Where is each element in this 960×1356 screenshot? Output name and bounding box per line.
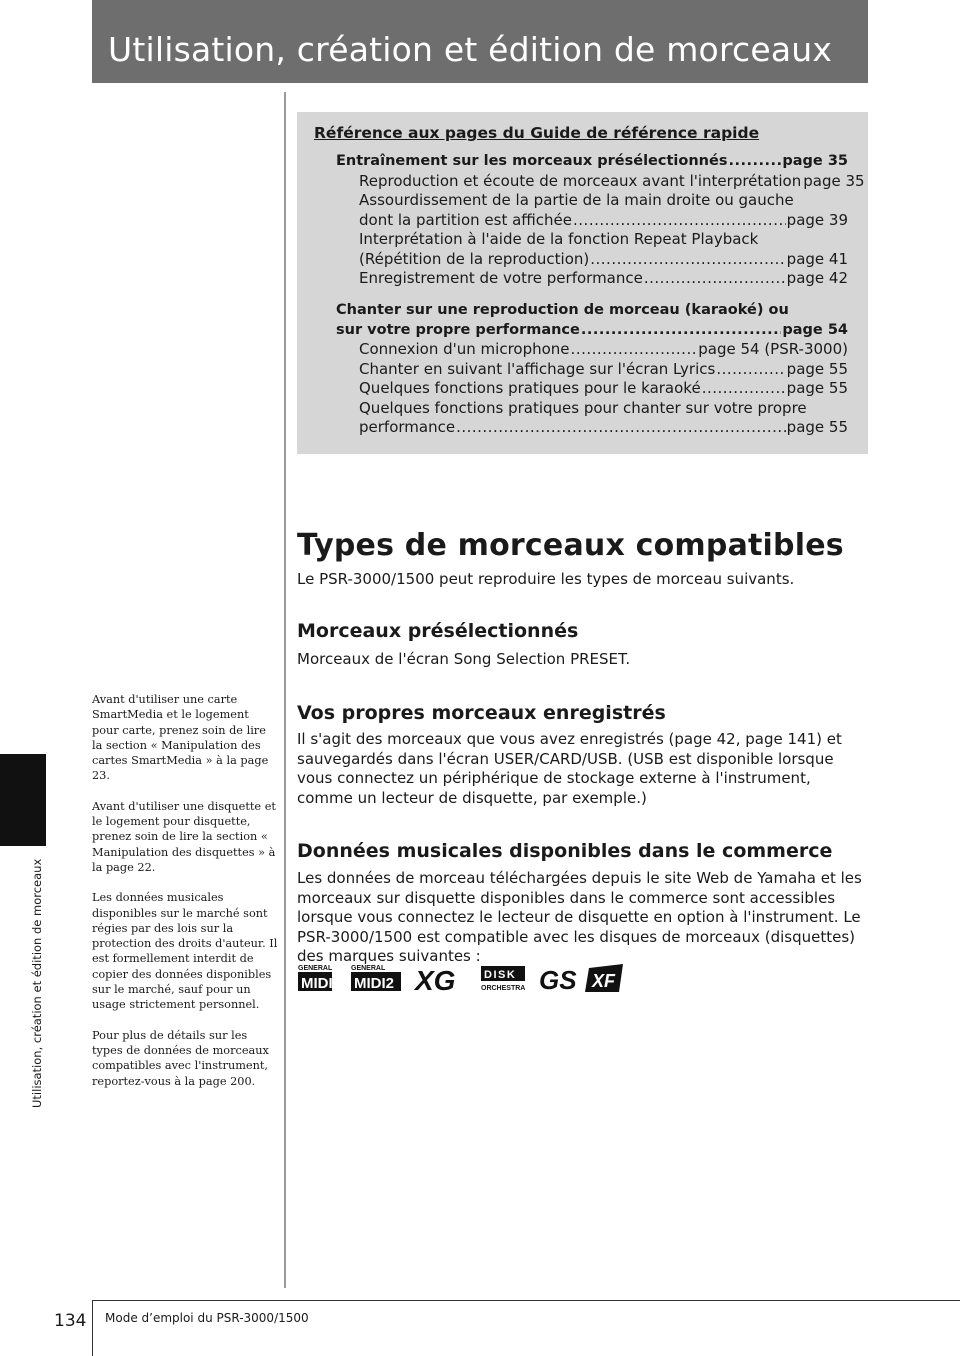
reference-item: Quelques fonctions pratiques pour le karaoké ..... page 55 — [336, 379, 848, 399]
gm-logo-bottom: MIDI — [301, 975, 333, 992]
reference-item: dont la partition est affichée ..... page 39 — [336, 211, 848, 231]
margin-note: Avant d'utiliser une disquette et le logement pour disquette, prenez soin de lire la section « Manipulation des disquettes » à la page 22. — [92, 799, 276, 874]
reference-item: (Répétition de la reproduction) ..... page 41 — [336, 250, 848, 270]
xg-logo — [413, 965, 455, 994]
section-intro: Le PSR-3000/1500 peut reproduire les types de morceau suivants. — [297, 570, 795, 588]
reference-item: performance ..... page 55 — [336, 418, 848, 438]
margin-note: Les données musicales disponibles sur le marché sont régies par des lois sur la protection des droits d'auteur. Il est formellement interdit de copier des données disponibles sur le marché, sauf pour un usage strictement personnel. — [92, 891, 278, 1012]
margin-notes — [92, 692, 278, 1104]
subsection-title-commercial: Données musicales disponibles dans le commerce — [297, 840, 833, 862]
section-title: Types de morceaux compatibles — [297, 528, 844, 563]
header-bar — [92, 0, 868, 83]
gm-logo-top: GENERAL — [298, 965, 333, 972]
subsection-text-user: Il s'agit des morceaux que vous avez enregistrés (page 42, page 141) et sauvegardés dans l'écran USER/CARD/USB. (USB est disponible lorsque vous connectez un périphérique de stockage externe à l'instrument, comme un lecteur de disquette, par exemple.) — [297, 730, 842, 807]
footer-divider — [92, 1300, 93, 1356]
reference-item: Enregistrement de votre performance ..... page 42 — [336, 269, 848, 289]
margin-note: Pour plus de détails sur les types de données de morceaux compatibles avec l'instrument, reportez-vous à la page 200. — [92, 1028, 269, 1088]
chapter-tab-label-wrap — [30, 848, 46, 1108]
reference-heading-label: Entraînement sur les morceaux présélectionnés — [336, 153, 728, 169]
reference-item-line: Assourdissement de la partie de la main droite ou gauche — [359, 191, 794, 209]
disk-logo-top: DISK — [484, 969, 517, 981]
reference-title: Référence aux pages du Guide de référence rapide — [314, 124, 760, 142]
xg-logo-text: XG — [415, 965, 456, 994]
subsection-text-preset: Morceaux de l'écran Song Selection PRESET. — [297, 650, 631, 668]
format-logos-svg — [297, 962, 627, 994]
footer-manual-title: Mode d’emploi du PSR-3000/1500 — [105, 1311, 309, 1325]
column-divider — [284, 92, 286, 1288]
subsection-title-user: Vos propres morceaux enregistrés — [297, 702, 666, 724]
gs-logo-text: GS — [539, 965, 577, 994]
chapter-tab-label: Utilisation, création et édition de morceaux — [30, 858, 44, 1108]
reference-box — [297, 112, 868, 454]
xf-logo — [585, 964, 623, 992]
disk-orchestra-logo — [481, 966, 525, 992]
reference-group-karaoke — [336, 301, 848, 438]
margin-note: Avant d'utiliser une carte SmartMedia et le logement pour carte, prenez soin de lire la section « Manipulation des cartes SmartMedia » à la page 23. — [92, 693, 269, 783]
reference-item: Chanter en suivant l'affichage sur l'écran Lyrics ..... page 55 — [336, 360, 848, 380]
gm2-logo-top: GENERAL — [351, 965, 386, 972]
reference-item: Connexion d'un microphone ..... page 54 (PSR-3000) — [336, 340, 848, 360]
reference-heading: sur votre propre performance ..... page 54 — [336, 321, 848, 341]
disk-logo-bottom: ORCHESTRA — [481, 985, 526, 992]
reference-heading — [336, 152, 848, 172]
gm2-logo-bottom: MIDI2 — [354, 975, 395, 992]
page-title: Utilisation, création et édition de morceaux — [108, 30, 833, 69]
reference-group-training — [336, 152, 865, 289]
chapter-tab — [0, 754, 46, 846]
subsection-text-commercial: Les données de morceau téléchargées depuis le site Web de Yamaha et les morceaux sur disquette disponibles dans le commerce sont accessibles lorsque vous connectez le lecteur de disquette en option à l'instrument. Le PSR-3000/1500 est compatible avec les disques de morceaux (disquettes) des marques suivantes : — [297, 869, 862, 965]
reference-item-line: Quelques fonctions pratiques pour chanter sur votre propre — [359, 398, 807, 417]
reference-heading-line: Chanter sur une reproduction de morceau (karaoké) ou — [336, 302, 789, 318]
general-midi2-logo — [351, 965, 401, 992]
reference-heading-page: page 35 — [782, 153, 848, 169]
subsection-title-preset: Morceaux présélectionnés — [297, 620, 579, 642]
reference-item-line: Interprétation à l'aide de la fonction Repeat Playback — [359, 230, 759, 248]
footer-rule — [92, 1300, 960, 1301]
xf-logo-text: XF — [592, 971, 616, 991]
format-logos — [297, 962, 627, 994]
reference-item: Reproduction et écoute de morceaux avant l'interprétation page 35 — [359, 171, 865, 190]
page-number: 134 — [54, 1311, 87, 1331]
gs-logo — [539, 965, 577, 994]
general-midi-logo — [298, 965, 333, 992]
